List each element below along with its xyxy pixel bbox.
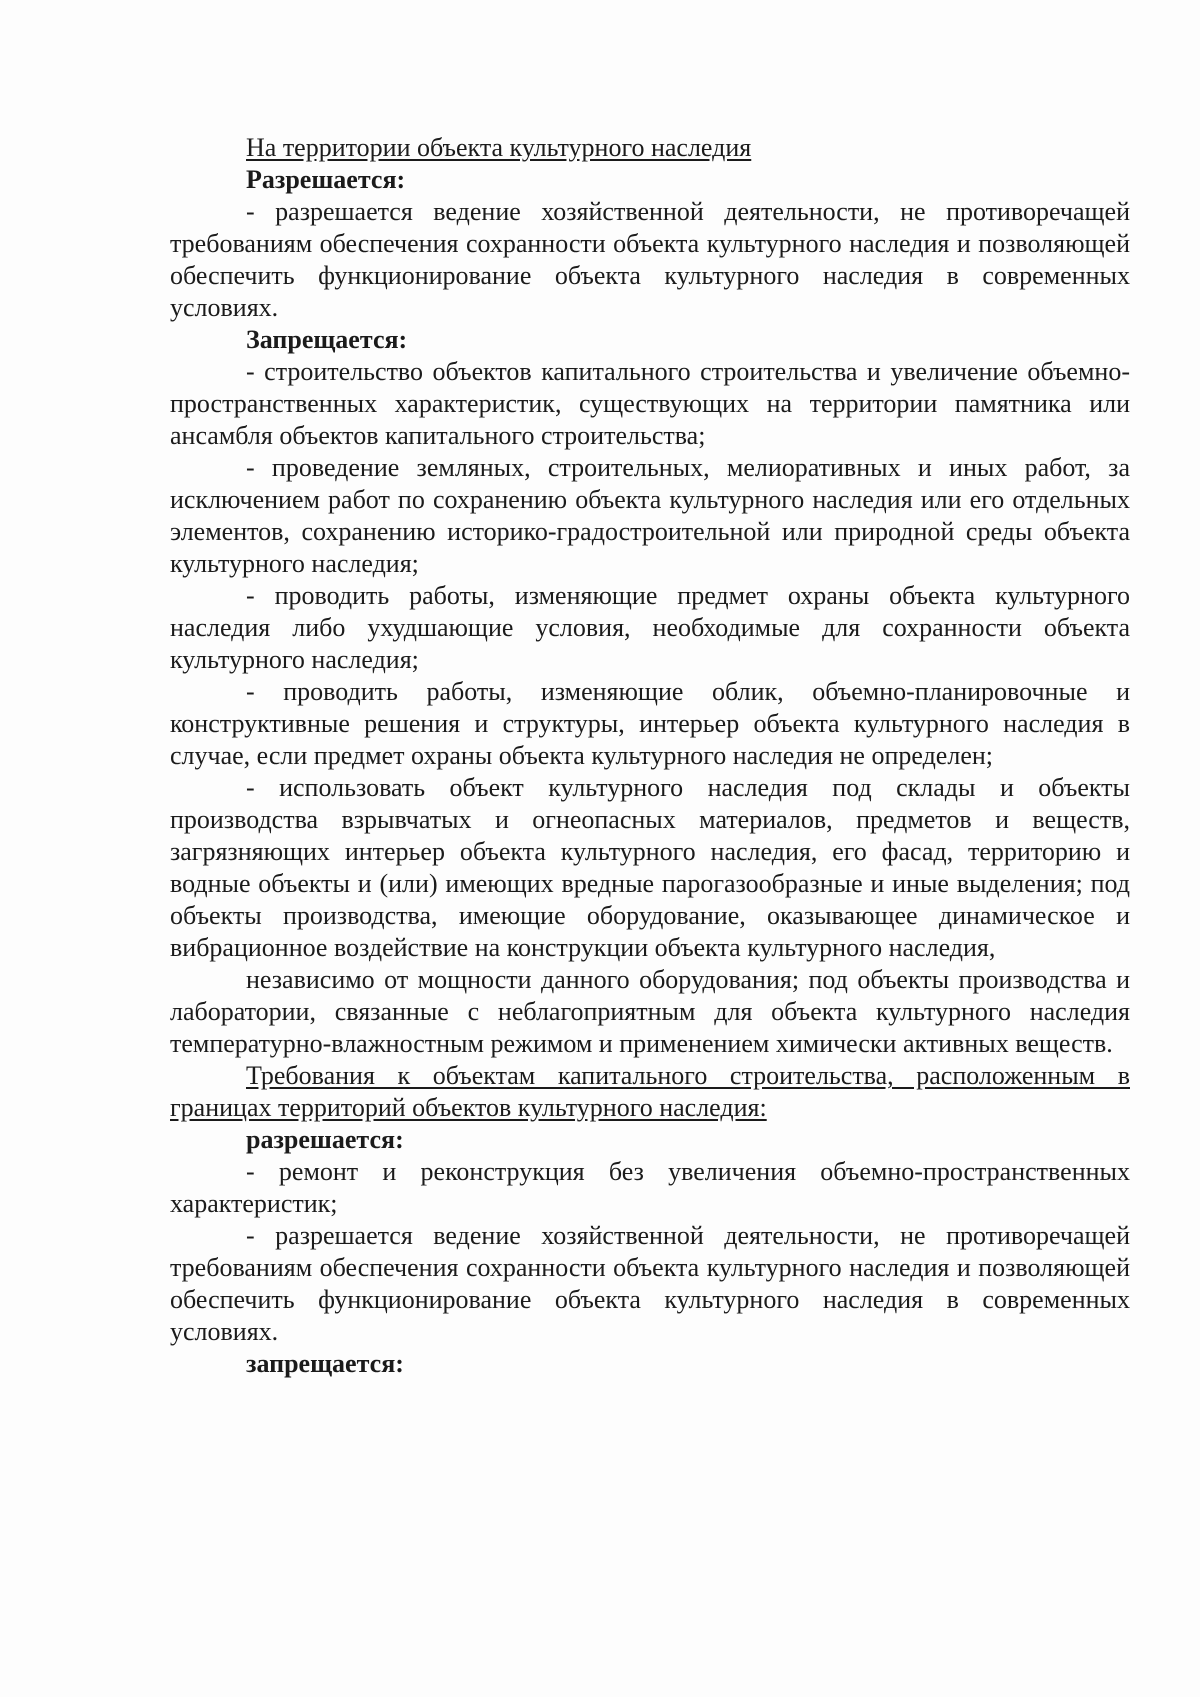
forbidden-item-6: независимо от мощности данного оборудования; под объекты производства и лаборатории, связанные с неблагоприятным для объекта культурного наследия температурно-влажностным режимом и применением химически активных веществ.	[170, 965, 1130, 1058]
allowed-paragraph: - разрешается ведение хозяйственной деятельности, не противоречащей требованиям обеспечения сохранности объекта культурного наследия и позволяющей обеспечить функционирование объекта культурного наследия в современных условиях.	[170, 197, 1130, 322]
forbidden-item-1: - строительство объектов капитального строительства и увеличение объемно-пространственных характеристик, существующих на территории памятника или ансамбля объектов капитального строительства;	[170, 357, 1130, 450]
document-body	[170, 132, 1130, 1380]
forbidden-item-2: - проведение земляных, строительных, мелиоративных и иных работ, за исключением работ по сохранению объекта культурного наследия или его отдельных элементов, сохранению историко-градостроительной или природной среды объекта культурного наследия;	[170, 453, 1130, 578]
allowed2-heading: разрешается:	[246, 1125, 404, 1154]
forbidden-heading: Запрещается:	[246, 325, 408, 354]
allowed2-item-2: - разрешается ведение хозяйственной деятельности, не противоречащей требованиям обеспечения сохранности объекта культурного наследия и позволяющей обеспечить функционирование объекта культурного наследия в современных условиях.	[170, 1221, 1130, 1346]
section-title-territory: На территории объекта культурного наследия	[246, 133, 752, 162]
allowed2-item-1: - ремонт и реконструкция без увеличения объемно-пространственных характеристик;	[170, 1157, 1130, 1218]
section-title-capital-objects: Требования к объектам капитального строительства, расположенным в границах территорий объектов культурного наследия:	[170, 1061, 1130, 1122]
forbidden-item-3: - проводить работы, изменяющие предмет охраны объекта культурного наследия либо ухудшающие условия, необходимые для сохранности объекта культурного наследия;	[170, 581, 1130, 674]
forbidden-item-5: - использовать объект культурного наследия под склады и объекты производства взрывчатых и огнеопасных материалов, предметов и веществ, загрязняющих интерьер объекта культурного наследия, его фасад, территорию и водные объекты и (или) имеющих вредные парогазообразные и иные выделения; под объекты производства, имеющие оборудование, оказывающее динамическое и вибрационное воздействие на конструкции объекта культурного наследия,	[170, 773, 1130, 962]
allowed-heading: Разрешается:	[246, 165, 406, 194]
forbidden-item-4: - проводить работы, изменяющие облик, объемно-планировочные и конструктивные решения и структуры, интерьер объекта культурного наследия в случае, если предмет охраны объекта культурного наследия не определен;	[170, 677, 1130, 770]
forbidden2-heading: запрещается:	[246, 1349, 404, 1378]
